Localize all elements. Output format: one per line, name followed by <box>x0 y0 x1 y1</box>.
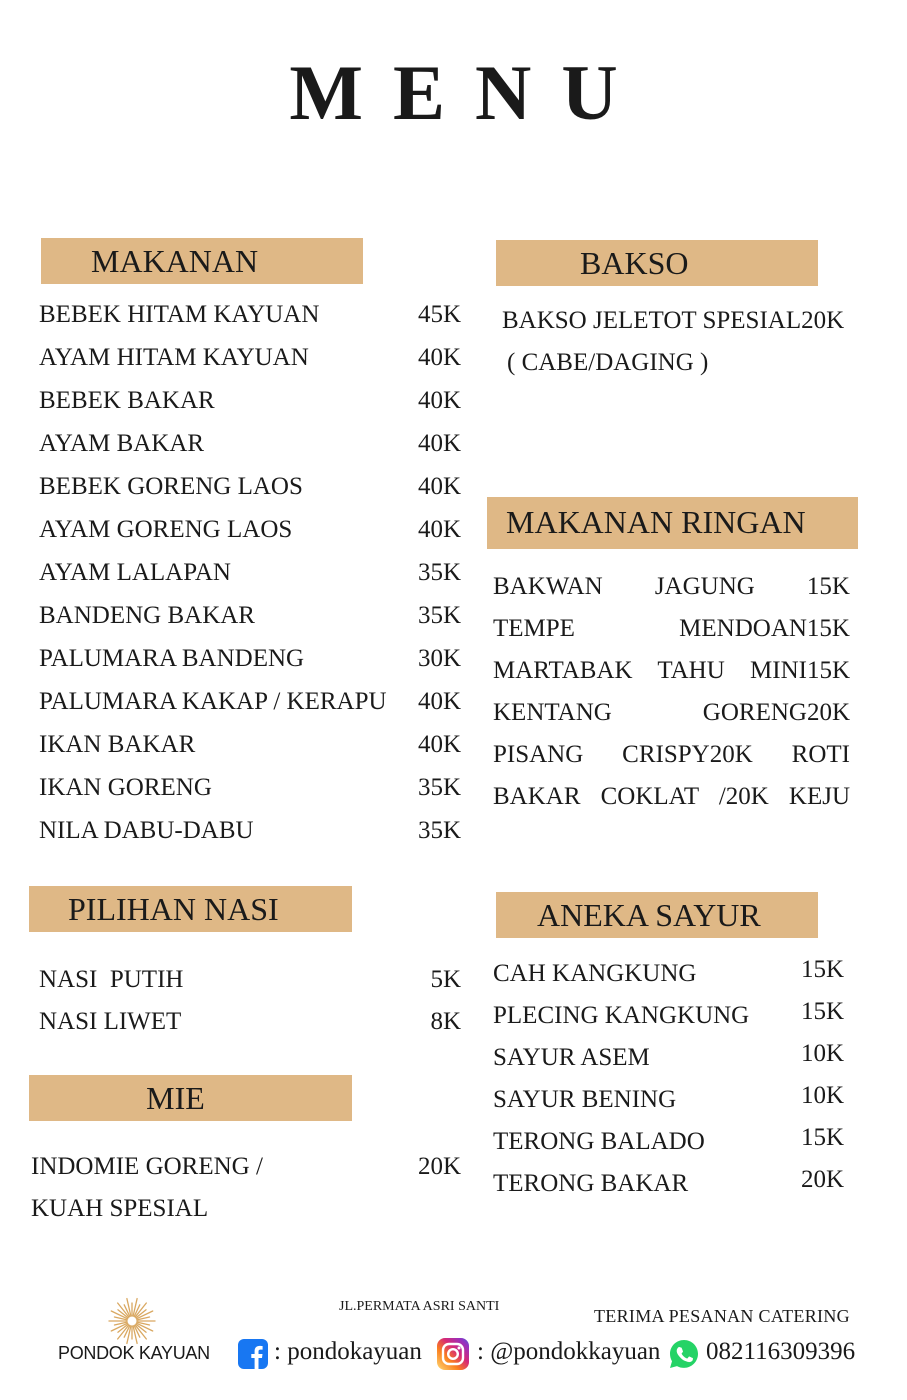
sayur-item-price: 15K <box>800 998 844 1025</box>
mie-item-line1: INDOMIE GORENG / <box>31 1153 263 1180</box>
sayur-item-name: TERONG BAKAR <box>493 1170 689 1197</box>
makanan-item-price: 35K <box>417 774 461 801</box>
makanan-item-name: PALUMARA KAKAP / KERAPU <box>39 688 387 715</box>
makanan-item-price: 45K <box>417 301 461 328</box>
makanan-item-price: 40K <box>417 516 461 543</box>
makanan-item-price: 40K <box>417 731 461 758</box>
whatsapp-number: 082116309396 <box>706 1338 856 1365</box>
makanan-item-price: 35K <box>417 817 461 844</box>
makanan-item-price: 40K <box>417 473 461 500</box>
facebook-icon <box>238 1339 268 1369</box>
makanan-item-name: BANDENG BAKAR <box>39 602 255 629</box>
nasi-item-price: 5K <box>430 966 461 993</box>
makanan-item-name: IKAN GORENG <box>39 774 212 801</box>
makanan-item-price: 30K <box>417 645 461 672</box>
makanan-item-price: 40K <box>417 688 461 715</box>
mie-item-price: 20K <box>417 1153 461 1180</box>
makanan-item-price: 40K <box>417 387 461 414</box>
makanan-ringan-line: PISANG CRISPY20K ROTI <box>493 741 850 768</box>
makanan-item-price: 40K <box>417 344 461 371</box>
mie-item-line2: KUAH SPESIAL <box>31 1195 209 1222</box>
sayur-item-price: 10K <box>800 1082 844 1109</box>
makanan-item-name: NILA DABU-DABU <box>39 817 254 844</box>
makanan-ringan-line: KENTANG GORENG20K <box>493 699 850 726</box>
sayur-item-name: SAYUR ASEM <box>493 1044 650 1071</box>
sayur-item-name: TERONG BALADO <box>493 1128 705 1155</box>
bakso-item-line2: ( CABE/DAGING ) <box>507 349 709 376</box>
sayur-item-price: 15K <box>800 1124 844 1151</box>
aneka-sayur-heading: ANEKA SAYUR <box>496 892 818 938</box>
makanan-item-price: 40K <box>417 430 461 457</box>
sunburst-logo-icon <box>107 1296 157 1346</box>
makanan-item-name: IKAN BAKAR <box>39 731 196 758</box>
makanan-item-name: AYAM BAKAR <box>39 430 205 457</box>
pilihan-nasi-heading: PILIHAN NASI <box>29 886 352 932</box>
makanan-item-name: BEBEK GORENG LAOS <box>39 473 303 500</box>
makanan-item-name: PALUMARA BANDENG <box>39 645 305 672</box>
makanan-item-name: AYAM GORENG LAOS <box>39 516 293 543</box>
makanan-item-name: AYAM LALAPAN <box>39 559 231 586</box>
nasi-item-name: NASI LIWET <box>39 1008 182 1035</box>
catering-text: TERIMA PESANAN CATERING <box>594 1306 850 1326</box>
makanan-ringan-line: TEMPE MENDOAN15K <box>493 615 850 642</box>
bakso-heading: BAKSO <box>496 240 818 286</box>
mie-heading: MIE <box>29 1075 352 1121</box>
nasi-item-name: NASI PUTIH <box>39 966 184 993</box>
bakso-item-line1: BAKSO JELETOT SPESIAL20K <box>502 307 845 334</box>
page-title: MENU <box>289 49 648 136</box>
makanan-ringan-line: BAKAR COKLAT /20K KEJU <box>493 783 850 810</box>
makanan-item-name: BEBEK HITAM KAYUAN <box>39 301 320 328</box>
instagram-handle: : @pondokkayuan <box>477 1338 661 1365</box>
makanan-heading: MAKANAN <box>41 238 363 284</box>
makanan-ringan-heading: MAKANAN RINGAN <box>487 497 858 549</box>
address-text: JL.PERMATA ASRI SANTI <box>339 1299 500 1314</box>
nasi-item-price: 8K <box>430 1008 461 1035</box>
sayur-item-name: SAYUR BENING <box>493 1086 677 1113</box>
sayur-item-name: PLECING KANGKUNG <box>493 1002 750 1029</box>
brand-logo <box>107 1296 157 1346</box>
makanan-ringan-line: MARTABAK TAHU MINI15K <box>493 657 850 684</box>
whatsapp-icon <box>668 1338 700 1370</box>
sayur-item-price: 20K <box>800 1166 844 1193</box>
sayur-item-name: CAH KANGKUNG <box>493 960 697 987</box>
makanan-item-price: 35K <box>417 559 461 586</box>
instagram-icon <box>437 1338 469 1370</box>
makanan-item-name: AYAM HITAM KAYUAN <box>39 344 309 371</box>
facebook-handle: : pondokayuan <box>274 1338 422 1365</box>
brand-name: PONDOK KAYUAN <box>58 1343 210 1363</box>
sayur-item-price: 15K <box>800 956 844 983</box>
sayur-item-price: 10K <box>800 1040 844 1067</box>
makanan-item-name: BEBEK BAKAR <box>39 387 215 414</box>
makanan-ringan-line: BAKWAN JAGUNG 15K <box>493 573 850 600</box>
makanan-item-price: 35K <box>417 602 461 629</box>
